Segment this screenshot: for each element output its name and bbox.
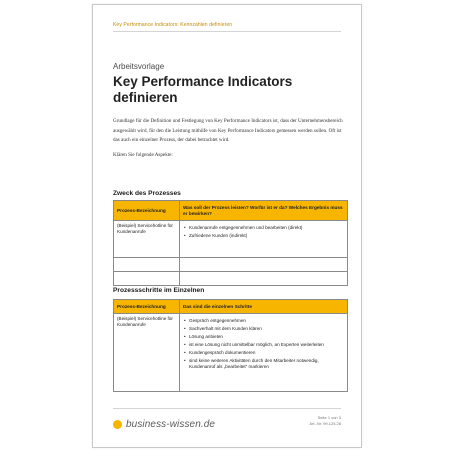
process-name-cell: (Beispiel) Servicehotline für Kundenanrufe <box>114 221 180 258</box>
list-item: • Kundenanrufe entgegennehmen und bearbeiten (direkt) <box>189 225 344 231</box>
list-item: • Gespräch entgegennehmen <box>189 318 344 324</box>
empty-cell <box>114 258 180 272</box>
table-row <box>114 314 348 392</box>
logo-dot-icon <box>113 420 122 429</box>
document-title: Key Performance Indicators definieren <box>113 74 293 105</box>
footer-divider <box>113 408 341 409</box>
table-header-row <box>114 201 348 221</box>
steps-table <box>113 299 348 392</box>
document-page <box>92 4 362 448</box>
table-row <box>114 221 348 258</box>
logo-wordmark: business-wissen.de <box>126 418 216 430</box>
header-divider <box>113 31 341 32</box>
column-header: Prozess-Bezeichnung <box>114 300 180 314</box>
list-item: • Sachverhalt mit dem Kunden klären <box>189 326 344 332</box>
intro-prompt: Klären Sie folgende Aspekte: <box>113 151 173 158</box>
column-header: Was soll der Prozess leisten? Worfür ist er da? Welches Ergebnis muss er bewirken? <box>180 201 348 221</box>
list-item: • sind keine weiteren Aktivitäten durch den Mitarbeiter notwendig, Kundenanruf als „bearbeitet“ markieren <box>189 358 344 369</box>
process-name-cell: (Beispiel) Servicehotline für Kundenanrufe <box>114 314 180 392</box>
section-heading-steps: Prozessschritte im Einzelnen <box>113 287 205 294</box>
brand-logo <box>113 417 215 431</box>
section-heading-purpose: Zweck des Prozesses <box>113 190 181 197</box>
list-item: • Zufriedene Kunden (indirekt) <box>189 233 344 239</box>
purpose-cell <box>180 221 348 258</box>
steps-cell <box>180 314 348 392</box>
article-number: Art.-Nr. 99.125.28 <box>309 421 341 426</box>
intro-text <box>113 117 343 160</box>
list-item: • ist eine Lösung nicht unmittelbar möglich, an Experten weiterleiten <box>189 342 344 348</box>
table-header-row <box>114 300 348 314</box>
column-header: Prozess-Bezeichnung <box>114 201 180 221</box>
empty-cell <box>114 272 180 286</box>
intro-paragraph: Grundlage für die Definition und Festlegung von Key Performance Indicators ist, dass der Unternehmensbereich ausgewählt wird, für den die Leistung mithilfe von Key Performance Indicators gemessen werden sollen. Oft ist das auch ein einzelner Prozess, der dabei betrachtet wird. <box>113 118 343 144</box>
running-header: Key Performance Indicators: Kennzahlen definieren <box>113 22 233 28</box>
empty-cell <box>180 258 348 272</box>
table-row-empty <box>114 258 348 272</box>
bullet-list <box>183 318 344 369</box>
column-header: Das sind die einzelnen Schritte <box>180 300 348 314</box>
purpose-table <box>113 200 348 286</box>
page-info <box>309 415 341 427</box>
list-item: • Kundengespräch dokumentieren <box>189 350 344 356</box>
table-row-empty <box>114 272 348 286</box>
document-kicker: Arbeitsvorlage <box>113 62 165 71</box>
empty-cell <box>180 272 348 286</box>
page-number: Seite 1 von 3 <box>317 415 341 420</box>
list-item: • Lösung anbieten <box>189 334 344 340</box>
bullet-list <box>183 225 344 239</box>
